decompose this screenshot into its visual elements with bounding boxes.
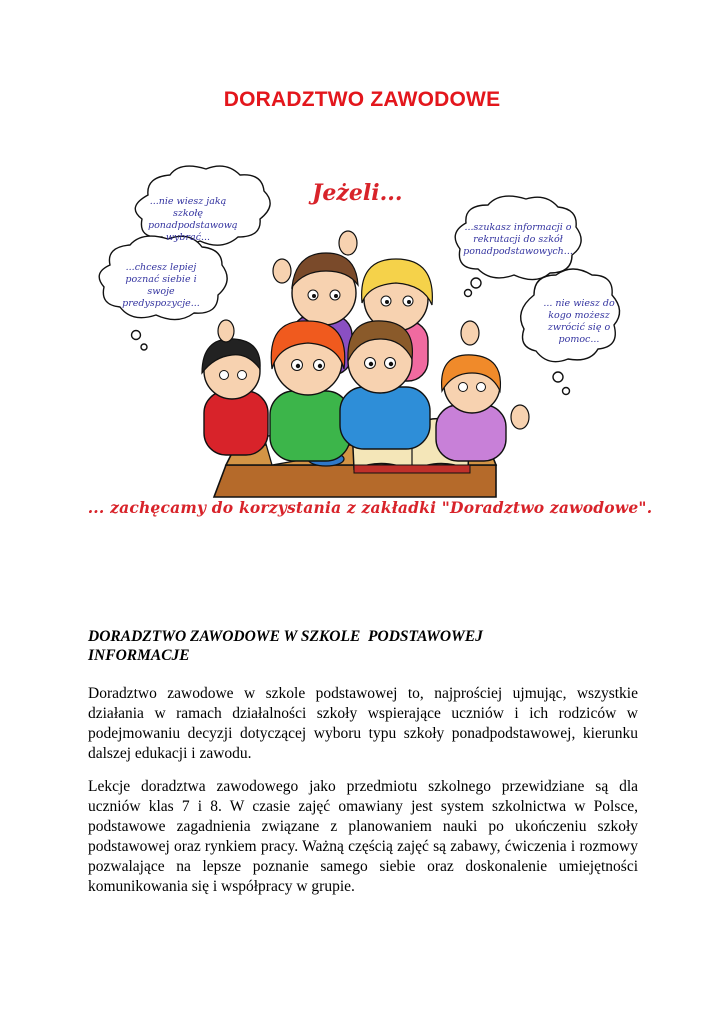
bubble-text-help: ... nie wiesz do kogo możesz zwrócić się o pomoc... — [543, 298, 615, 345]
child-left-black-hair — [202, 339, 268, 455]
illustration-heading: Jeżeli... — [312, 180, 403, 206]
bubble-text-school-choice: ...nie wiesz jaką szkołę ponadpodstawową wybrać... — [148, 196, 238, 243]
child-red-hair-green-shirt — [270, 321, 350, 461]
paragraph-intro: Doradztwo zawodowe w szkole podstawowej to, najprościej ujmując, wszystkie działania w ramach działalności szkoły wspierające uczniów i ich rodziców w podejmowaniu decyzji dotyczącej wyboru typu szkoły ponadpodstawowej, kierunku dalszej edukacji i zawodu. — [88, 685, 638, 762]
section-heading — [88, 627, 648, 665]
bubble-text-self-knowledge: ...chcesz lepiej poznać siebie i swoje predyspozycje... — [122, 262, 200, 309]
illustration-caption: ... zachęcamy do korzystania z zakładki "Doradztwo zawodowe". — [87, 498, 653, 517]
section-heading-line2: INFORMACJE — [88, 647, 190, 664]
bubble-text-recruitment: ...szukasz informacji o rekrutacji do szkół ponadpodstawowych... — [463, 222, 573, 257]
page-title: DORADZTWO ZAWODOWE — [223, 88, 501, 111]
paragraph-lessons: Lekcje doradztwa zawodowego jako przedmiotu szkolnego przewidziane są dla uczniów klas 7 i 8. W czasie zajęć omawiany jest system szkolnictwa w Polsce, podstawowe zagadnienia związane z planowaniem nauki po ukończeniu szkoły podstawowej oraz rynkiem pracy. Ważną częścią zajęć są zabawy, ćwiczenia i rozmowy pozwalające na lepsze poznanie samego siebie oraz doskonalenie umiejętności komunikowania się i współpracy w grupie. — [88, 778, 638, 895]
child-right-orange-hair — [436, 355, 506, 461]
section-heading-line1: DORADZTWO ZAWODOWE W SZKOLE PODSTAWOWEJ — [88, 628, 483, 645]
